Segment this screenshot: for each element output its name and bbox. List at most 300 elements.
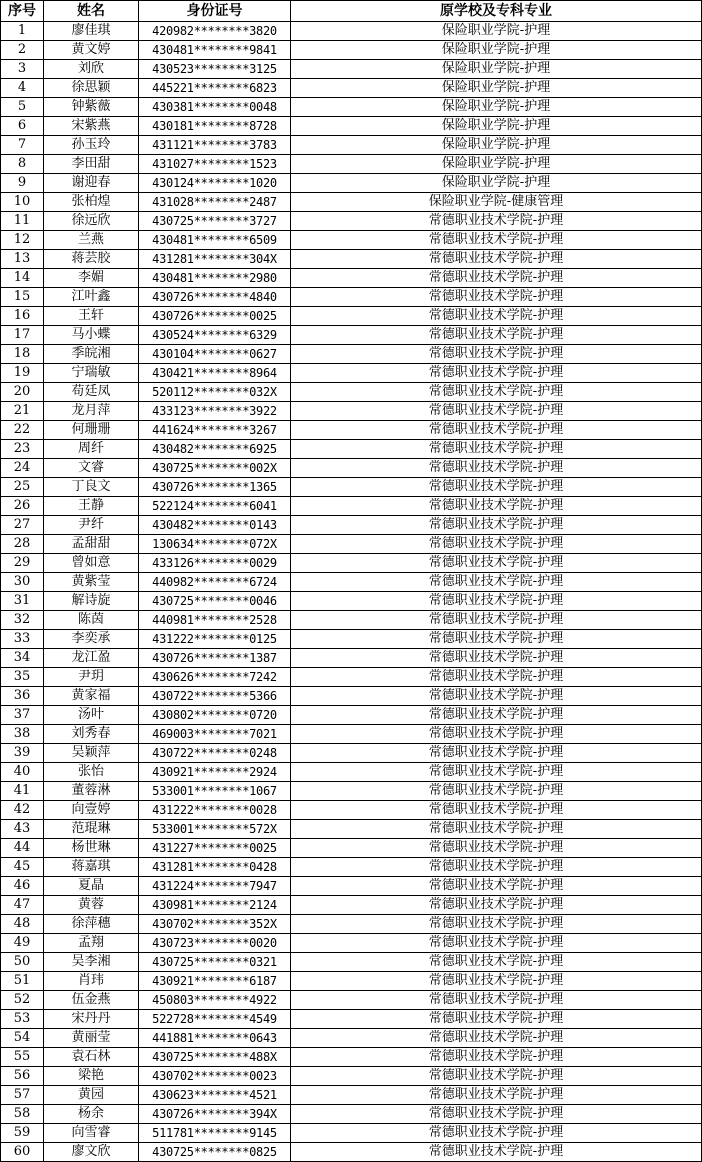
cell-seq: 3 <box>1 60 44 79</box>
cell-school-major: 常德职业技术学院-护理 <box>291 1143 702 1162</box>
cell-seq: 57 <box>1 1086 44 1105</box>
table-row <box>1 687 702 706</box>
cell-seq: 8 <box>1 155 44 174</box>
cell-id-number: 430523********3125 <box>139 60 291 79</box>
cell-id-number: 430481********2980 <box>139 269 291 288</box>
table-row <box>1 288 702 307</box>
cell-id-number: 430725********488X <box>139 1048 291 1067</box>
cell-seq: 20 <box>1 383 44 402</box>
cell-name: 黄丽莹 <box>44 1029 139 1048</box>
cell-id-number: 430421********8964 <box>139 364 291 383</box>
cell-id-number: 430921********6187 <box>139 972 291 991</box>
table-row <box>1 79 702 98</box>
cell-name: 李媚 <box>44 269 139 288</box>
cell-school-major: 保险职业学院-护理 <box>291 117 702 136</box>
table-row <box>1 1029 702 1048</box>
cell-school-major: 常德职业技术学院-护理 <box>291 288 702 307</box>
cell-school-major: 保险职业学院-护理 <box>291 60 702 79</box>
cell-name: 董蓉淋 <box>44 782 139 801</box>
cell-id-number: 440981********2528 <box>139 611 291 630</box>
cell-name: 徐萍穗 <box>44 915 139 934</box>
cell-name: 伍金燕 <box>44 991 139 1010</box>
cell-name: 江叶鑫 <box>44 288 139 307</box>
cell-seq: 34 <box>1 649 44 668</box>
cell-name: 范琨琳 <box>44 820 139 839</box>
cell-school-major: 常德职业技术学院-护理 <box>291 706 702 725</box>
cell-name: 廖文欣 <box>44 1143 139 1162</box>
header-name: 姓名 <box>44 1 139 22</box>
cell-school-major: 常德职业技术学院-护理 <box>291 554 702 573</box>
table-row <box>1 934 702 953</box>
cell-school-major: 常德职业技术学院-护理 <box>291 649 702 668</box>
cell-seq: 48 <box>1 915 44 934</box>
cell-seq: 59 <box>1 1124 44 1143</box>
table-row <box>1 497 702 516</box>
cell-seq: 39 <box>1 744 44 763</box>
table-body <box>1 22 702 1162</box>
cell-seq: 4 <box>1 79 44 98</box>
cell-school-major: 常德职业技术学院-护理 <box>291 687 702 706</box>
cell-id-number: 430725********3727 <box>139 212 291 231</box>
table-row <box>1 877 702 896</box>
cell-id-number: 430623********4521 <box>139 1086 291 1105</box>
table-row <box>1 459 702 478</box>
table-row <box>1 763 702 782</box>
table-row <box>1 269 702 288</box>
cell-school-major: 常德职业技术学院-护理 <box>291 421 702 440</box>
cell-school-major: 常德职业技术学院-护理 <box>291 668 702 687</box>
cell-id-number: 431227********0025 <box>139 839 291 858</box>
cell-school-major: 常德职业技术学院-护理 <box>291 1105 702 1124</box>
cell-id-number: 431281********0428 <box>139 858 291 877</box>
cell-school-major: 保险职业学院-护理 <box>291 98 702 117</box>
cell-school-major: 常德职业技术学院-护理 <box>291 991 702 1010</box>
cell-id-number: 522728********4549 <box>139 1010 291 1029</box>
cell-name: 向壹婷 <box>44 801 139 820</box>
cell-id-number: 430921********2924 <box>139 763 291 782</box>
cell-id-number: 520112********032X <box>139 383 291 402</box>
cell-school-major: 常德职业技术学院-护理 <box>291 934 702 953</box>
cell-school-major: 常德职业技术学院-护理 <box>291 972 702 991</box>
cell-school-major: 常德职业技术学院-护理 <box>291 269 702 288</box>
cell-id-number: 430626********7242 <box>139 668 291 687</box>
table-row <box>1 174 702 193</box>
table-row <box>1 839 702 858</box>
cell-name: 蒋芸胶 <box>44 250 139 269</box>
cell-school-major: 常德职业技术学院-护理 <box>291 383 702 402</box>
cell-name: 宁瑞敏 <box>44 364 139 383</box>
cell-seq: 6 <box>1 117 44 136</box>
cell-school-major: 常德职业技术学院-护理 <box>291 782 702 801</box>
cell-seq: 18 <box>1 345 44 364</box>
cell-school-major: 常德职业技术学院-护理 <box>291 1124 702 1143</box>
table-row <box>1 326 702 345</box>
cell-id-number: 430381********0048 <box>139 98 291 117</box>
cell-school-major: 常德职业技术学院-护理 <box>291 1086 702 1105</box>
cell-id-number: 430802********0720 <box>139 706 291 725</box>
cell-school-major: 保险职业学院-护理 <box>291 79 702 98</box>
cell-id-number: 430725********0321 <box>139 953 291 972</box>
cell-id-number: 441881********0643 <box>139 1029 291 1048</box>
cell-name: 宋丹丹 <box>44 1010 139 1029</box>
cell-seq: 26 <box>1 497 44 516</box>
cell-seq: 46 <box>1 877 44 896</box>
cell-id-number: 430726********1387 <box>139 649 291 668</box>
cell-seq: 54 <box>1 1029 44 1048</box>
cell-id-number: 533001********572X <box>139 820 291 839</box>
table-header-row <box>1 1 702 22</box>
cell-id-number: 431224********7947 <box>139 877 291 896</box>
table-row <box>1 250 702 269</box>
cell-name: 龙月萍 <box>44 402 139 421</box>
cell-seq: 58 <box>1 1105 44 1124</box>
cell-id-number: 430725********002X <box>139 459 291 478</box>
table-row <box>1 364 702 383</box>
cell-seq: 38 <box>1 725 44 744</box>
cell-name: 孟翔 <box>44 934 139 953</box>
table-row <box>1 725 702 744</box>
table-row <box>1 1143 702 1162</box>
cell-seq: 22 <box>1 421 44 440</box>
cell-school-major: 常德职业技术学院-护理 <box>291 497 702 516</box>
cell-school-major: 常德职业技术学院-护理 <box>291 1010 702 1029</box>
cell-name: 吴颖萍 <box>44 744 139 763</box>
table-row <box>1 953 702 972</box>
cell-name: 徐远欣 <box>44 212 139 231</box>
cell-name: 兰燕 <box>44 231 139 250</box>
cell-name: 何珊珊 <box>44 421 139 440</box>
cell-id-number: 450803********4922 <box>139 991 291 1010</box>
cell-school-major: 保险职业学院-护理 <box>291 136 702 155</box>
cell-seq: 5 <box>1 98 44 117</box>
cell-name: 张怡 <box>44 763 139 782</box>
cell-id-number: 420982********3820 <box>139 22 291 41</box>
table-row <box>1 554 702 573</box>
table-row <box>1 706 702 725</box>
cell-seq: 37 <box>1 706 44 725</box>
cell-school-major: 保险职业学院-护理 <box>291 41 702 60</box>
cell-school-major: 保险职业学院-健康管理 <box>291 193 702 212</box>
cell-seq: 16 <box>1 307 44 326</box>
table-row <box>1 516 702 535</box>
cell-id-number: 430726********0025 <box>139 307 291 326</box>
cell-name: 夏晶 <box>44 877 139 896</box>
table-row <box>1 1124 702 1143</box>
cell-school-major: 常德职业技术学院-护理 <box>291 877 702 896</box>
table-row <box>1 1105 702 1124</box>
cell-id-number: 445221********6823 <box>139 79 291 98</box>
cell-seq: 47 <box>1 896 44 915</box>
cell-name: 孟甜甜 <box>44 535 139 554</box>
table-row <box>1 573 702 592</box>
table-row <box>1 1067 702 1086</box>
table-row <box>1 972 702 991</box>
cell-school-major: 常德职业技术学院-护理 <box>291 345 702 364</box>
cell-name: 李奕承 <box>44 630 139 649</box>
cell-id-number: 522124********6041 <box>139 497 291 516</box>
table-row <box>1 155 702 174</box>
cell-id-number: 430726********1365 <box>139 478 291 497</box>
cell-seq: 9 <box>1 174 44 193</box>
cell-name: 丁良文 <box>44 478 139 497</box>
cell-name: 宋紫燕 <box>44 117 139 136</box>
cell-seq: 50 <box>1 953 44 972</box>
cell-name: 徐思颖 <box>44 79 139 98</box>
cell-seq: 2 <box>1 41 44 60</box>
table-row <box>1 117 702 136</box>
cell-seq: 56 <box>1 1067 44 1086</box>
cell-id-number: 431121********3783 <box>139 136 291 155</box>
table-row <box>1 136 702 155</box>
cell-seq: 36 <box>1 687 44 706</box>
cell-name: 袁石林 <box>44 1048 139 1067</box>
table-row <box>1 383 702 402</box>
cell-id-number: 431222********0125 <box>139 630 291 649</box>
table-row <box>1 801 702 820</box>
cell-name: 黄蓉 <box>44 896 139 915</box>
cell-name: 刘秀春 <box>44 725 139 744</box>
cell-seq: 15 <box>1 288 44 307</box>
cell-name: 钟紫薇 <box>44 98 139 117</box>
cell-name: 杨余 <box>44 1105 139 1124</box>
cell-name: 马小蝶 <box>44 326 139 345</box>
cell-name: 周纤 <box>44 440 139 459</box>
cell-seq: 51 <box>1 972 44 991</box>
cell-name: 廖佳琪 <box>44 22 139 41</box>
table-row <box>1 440 702 459</box>
cell-name: 王轩 <box>44 307 139 326</box>
cell-seq: 55 <box>1 1048 44 1067</box>
cell-school-major: 常德职业技术学院-护理 <box>291 250 702 269</box>
cell-name: 尹玥 <box>44 668 139 687</box>
cell-name: 曾如意 <box>44 554 139 573</box>
cell-seq: 30 <box>1 573 44 592</box>
table-row <box>1 991 702 1010</box>
table-row <box>1 307 702 326</box>
table-row <box>1 535 702 554</box>
cell-id-number: 430124********1020 <box>139 174 291 193</box>
cell-school-major: 常德职业技术学院-护理 <box>291 1067 702 1086</box>
header-id-number: 身份证号 <box>139 1 291 22</box>
table-row <box>1 630 702 649</box>
cell-school-major: 常德职业技术学院-护理 <box>291 725 702 744</box>
table-row <box>1 820 702 839</box>
table-row <box>1 1086 702 1105</box>
cell-id-number: 430723********0020 <box>139 934 291 953</box>
cell-seq: 44 <box>1 839 44 858</box>
cell-id-number: 469003********7021 <box>139 725 291 744</box>
cell-school-major: 常德职业技术学院-护理 <box>291 212 702 231</box>
cell-school-major: 常德职业技术学院-护理 <box>291 573 702 592</box>
cell-seq: 19 <box>1 364 44 383</box>
cell-seq: 13 <box>1 250 44 269</box>
cell-school-major: 常德职业技术学院-护理 <box>291 326 702 345</box>
cell-school-major: 常德职业技术学院-护理 <box>291 839 702 858</box>
table-row <box>1 212 702 231</box>
cell-school-major: 常德职业技术学院-护理 <box>291 231 702 250</box>
table-row <box>1 22 702 41</box>
cell-name: 解诗旋 <box>44 592 139 611</box>
cell-name: 苟廷凤 <box>44 383 139 402</box>
table-row <box>1 402 702 421</box>
table-row <box>1 345 702 364</box>
table-row <box>1 611 702 630</box>
cell-id-number: 430726********4840 <box>139 288 291 307</box>
cell-seq: 32 <box>1 611 44 630</box>
cell-seq: 17 <box>1 326 44 345</box>
table-row <box>1 1010 702 1029</box>
cell-name: 谢迎春 <box>44 174 139 193</box>
cell-school-major: 常德职业技术学院-护理 <box>291 535 702 554</box>
cell-name: 蒋嘉琪 <box>44 858 139 877</box>
cell-name: 吴李湘 <box>44 953 139 972</box>
cell-seq: 29 <box>1 554 44 573</box>
cell-school-major: 常德职业技术学院-护理 <box>291 896 702 915</box>
table-row <box>1 41 702 60</box>
cell-seq: 42 <box>1 801 44 820</box>
cell-id-number: 430726********394X <box>139 1105 291 1124</box>
cell-school-major: 常德职业技术学院-护理 <box>291 440 702 459</box>
cell-name: 黄文婷 <box>44 41 139 60</box>
cell-school-major: 常德职业技术学院-护理 <box>291 516 702 535</box>
cell-id-number: 430481********9841 <box>139 41 291 60</box>
cell-seq: 35 <box>1 668 44 687</box>
cell-school-major: 常德职业技术学院-护理 <box>291 763 702 782</box>
table-row <box>1 193 702 212</box>
cell-school-major: 常德职业技术学院-护理 <box>291 364 702 383</box>
cell-seq: 43 <box>1 820 44 839</box>
cell-seq: 45 <box>1 858 44 877</box>
cell-seq: 49 <box>1 934 44 953</box>
cell-id-number: 430702********0023 <box>139 1067 291 1086</box>
cell-name: 张柏煌 <box>44 193 139 212</box>
cell-seq: 31 <box>1 592 44 611</box>
cell-id-number: 430482********0143 <box>139 516 291 535</box>
cell-name: 尹纤 <box>44 516 139 535</box>
cell-seq: 21 <box>1 402 44 421</box>
cell-school-major: 常德职业技术学院-护理 <box>291 611 702 630</box>
table-row <box>1 858 702 877</box>
cell-seq: 40 <box>1 763 44 782</box>
cell-id-number: 430481********6509 <box>139 231 291 250</box>
cell-seq: 11 <box>1 212 44 231</box>
cell-name: 季皖湘 <box>44 345 139 364</box>
cell-id-number: 440982********6724 <box>139 573 291 592</box>
table-row <box>1 421 702 440</box>
table-row <box>1 592 702 611</box>
table-row <box>1 896 702 915</box>
cell-seq: 60 <box>1 1143 44 1162</box>
cell-name: 汤叶 <box>44 706 139 725</box>
cell-name: 黄家福 <box>44 687 139 706</box>
cell-name: 王静 <box>44 497 139 516</box>
cell-name: 孙玉玲 <box>44 136 139 155</box>
cell-school-major: 常德职业技术学院-护理 <box>291 1048 702 1067</box>
cell-seq: 7 <box>1 136 44 155</box>
cell-seq: 24 <box>1 459 44 478</box>
cell-seq: 10 <box>1 193 44 212</box>
table-row <box>1 782 702 801</box>
cell-school-major: 常德职业技术学院-护理 <box>291 1029 702 1048</box>
cell-school-major: 常德职业技术学院-护理 <box>291 953 702 972</box>
cell-school-major: 常德职业技术学院-护理 <box>291 858 702 877</box>
cell-id-number: 430524********6329 <box>139 326 291 345</box>
cell-name: 黄园 <box>44 1086 139 1105</box>
cell-id-number: 430104********0627 <box>139 345 291 364</box>
cell-id-number: 430702********352X <box>139 915 291 934</box>
table-row <box>1 98 702 117</box>
cell-school-major: 常德职业技术学院-护理 <box>291 459 702 478</box>
cell-seq: 33 <box>1 630 44 649</box>
table-row <box>1 915 702 934</box>
cell-name: 文睿 <box>44 459 139 478</box>
cell-school-major: 常德职业技术学院-护理 <box>291 592 702 611</box>
cell-school-major: 常德职业技术学院-护理 <box>291 915 702 934</box>
cell-school-major: 保险职业学院-护理 <box>291 22 702 41</box>
cell-name: 黄紫莹 <box>44 573 139 592</box>
table-row <box>1 668 702 687</box>
cell-seq: 14 <box>1 269 44 288</box>
table-row <box>1 1048 702 1067</box>
cell-id-number: 431281********304X <box>139 250 291 269</box>
cell-name: 龙江盈 <box>44 649 139 668</box>
cell-seq: 25 <box>1 478 44 497</box>
cell-school-major: 常德职业技术学院-护理 <box>291 630 702 649</box>
cell-school-major: 常德职业技术学院-护理 <box>291 402 702 421</box>
cell-seq: 12 <box>1 231 44 250</box>
cell-id-number: 433123********3922 <box>139 402 291 421</box>
cell-id-number: 430722********0248 <box>139 744 291 763</box>
cell-seq: 1 <box>1 22 44 41</box>
cell-school-major: 常德职业技术学院-护理 <box>291 478 702 497</box>
cell-id-number: 130634********072X <box>139 535 291 554</box>
cell-id-number: 430482********6925 <box>139 440 291 459</box>
cell-name: 向雪睿 <box>44 1124 139 1143</box>
header-seq: 序号 <box>1 1 44 22</box>
cell-id-number: 441624********3267 <box>139 421 291 440</box>
table-row <box>1 231 702 250</box>
cell-id-number: 430981********2124 <box>139 896 291 915</box>
cell-name: 杨世琳 <box>44 839 139 858</box>
cell-id-number: 511781********9145 <box>139 1124 291 1143</box>
cell-seq: 27 <box>1 516 44 535</box>
cell-name: 陈茵 <box>44 611 139 630</box>
cell-id-number: 433126********0029 <box>139 554 291 573</box>
cell-id-number: 431027********1523 <box>139 155 291 174</box>
cell-id-number: 431028********2487 <box>139 193 291 212</box>
cell-school-major: 常德职业技术学院-护理 <box>291 744 702 763</box>
cell-name: 梁艳 <box>44 1067 139 1086</box>
cell-id-number: 533001********1067 <box>139 782 291 801</box>
cell-school-major: 保险职业学院-护理 <box>291 174 702 193</box>
table-row <box>1 649 702 668</box>
cell-name: 肖玮 <box>44 972 139 991</box>
table-row <box>1 478 702 497</box>
cell-seq: 23 <box>1 440 44 459</box>
cell-id-number: 430722********5366 <box>139 687 291 706</box>
cell-id-number: 430181********8728 <box>139 117 291 136</box>
cell-school-major: 保险职业学院-护理 <box>291 155 702 174</box>
cell-id-number: 431222********0028 <box>139 801 291 820</box>
cell-seq: 52 <box>1 991 44 1010</box>
cell-school-major: 常德职业技术学院-护理 <box>291 307 702 326</box>
cell-school-major: 常德职业技术学院-护理 <box>291 820 702 839</box>
cell-seq: 41 <box>1 782 44 801</box>
cell-name: 刘欣 <box>44 60 139 79</box>
cell-id-number: 430725********0046 <box>139 592 291 611</box>
table-row <box>1 744 702 763</box>
cell-id-number: 430725********0825 <box>139 1143 291 1162</box>
